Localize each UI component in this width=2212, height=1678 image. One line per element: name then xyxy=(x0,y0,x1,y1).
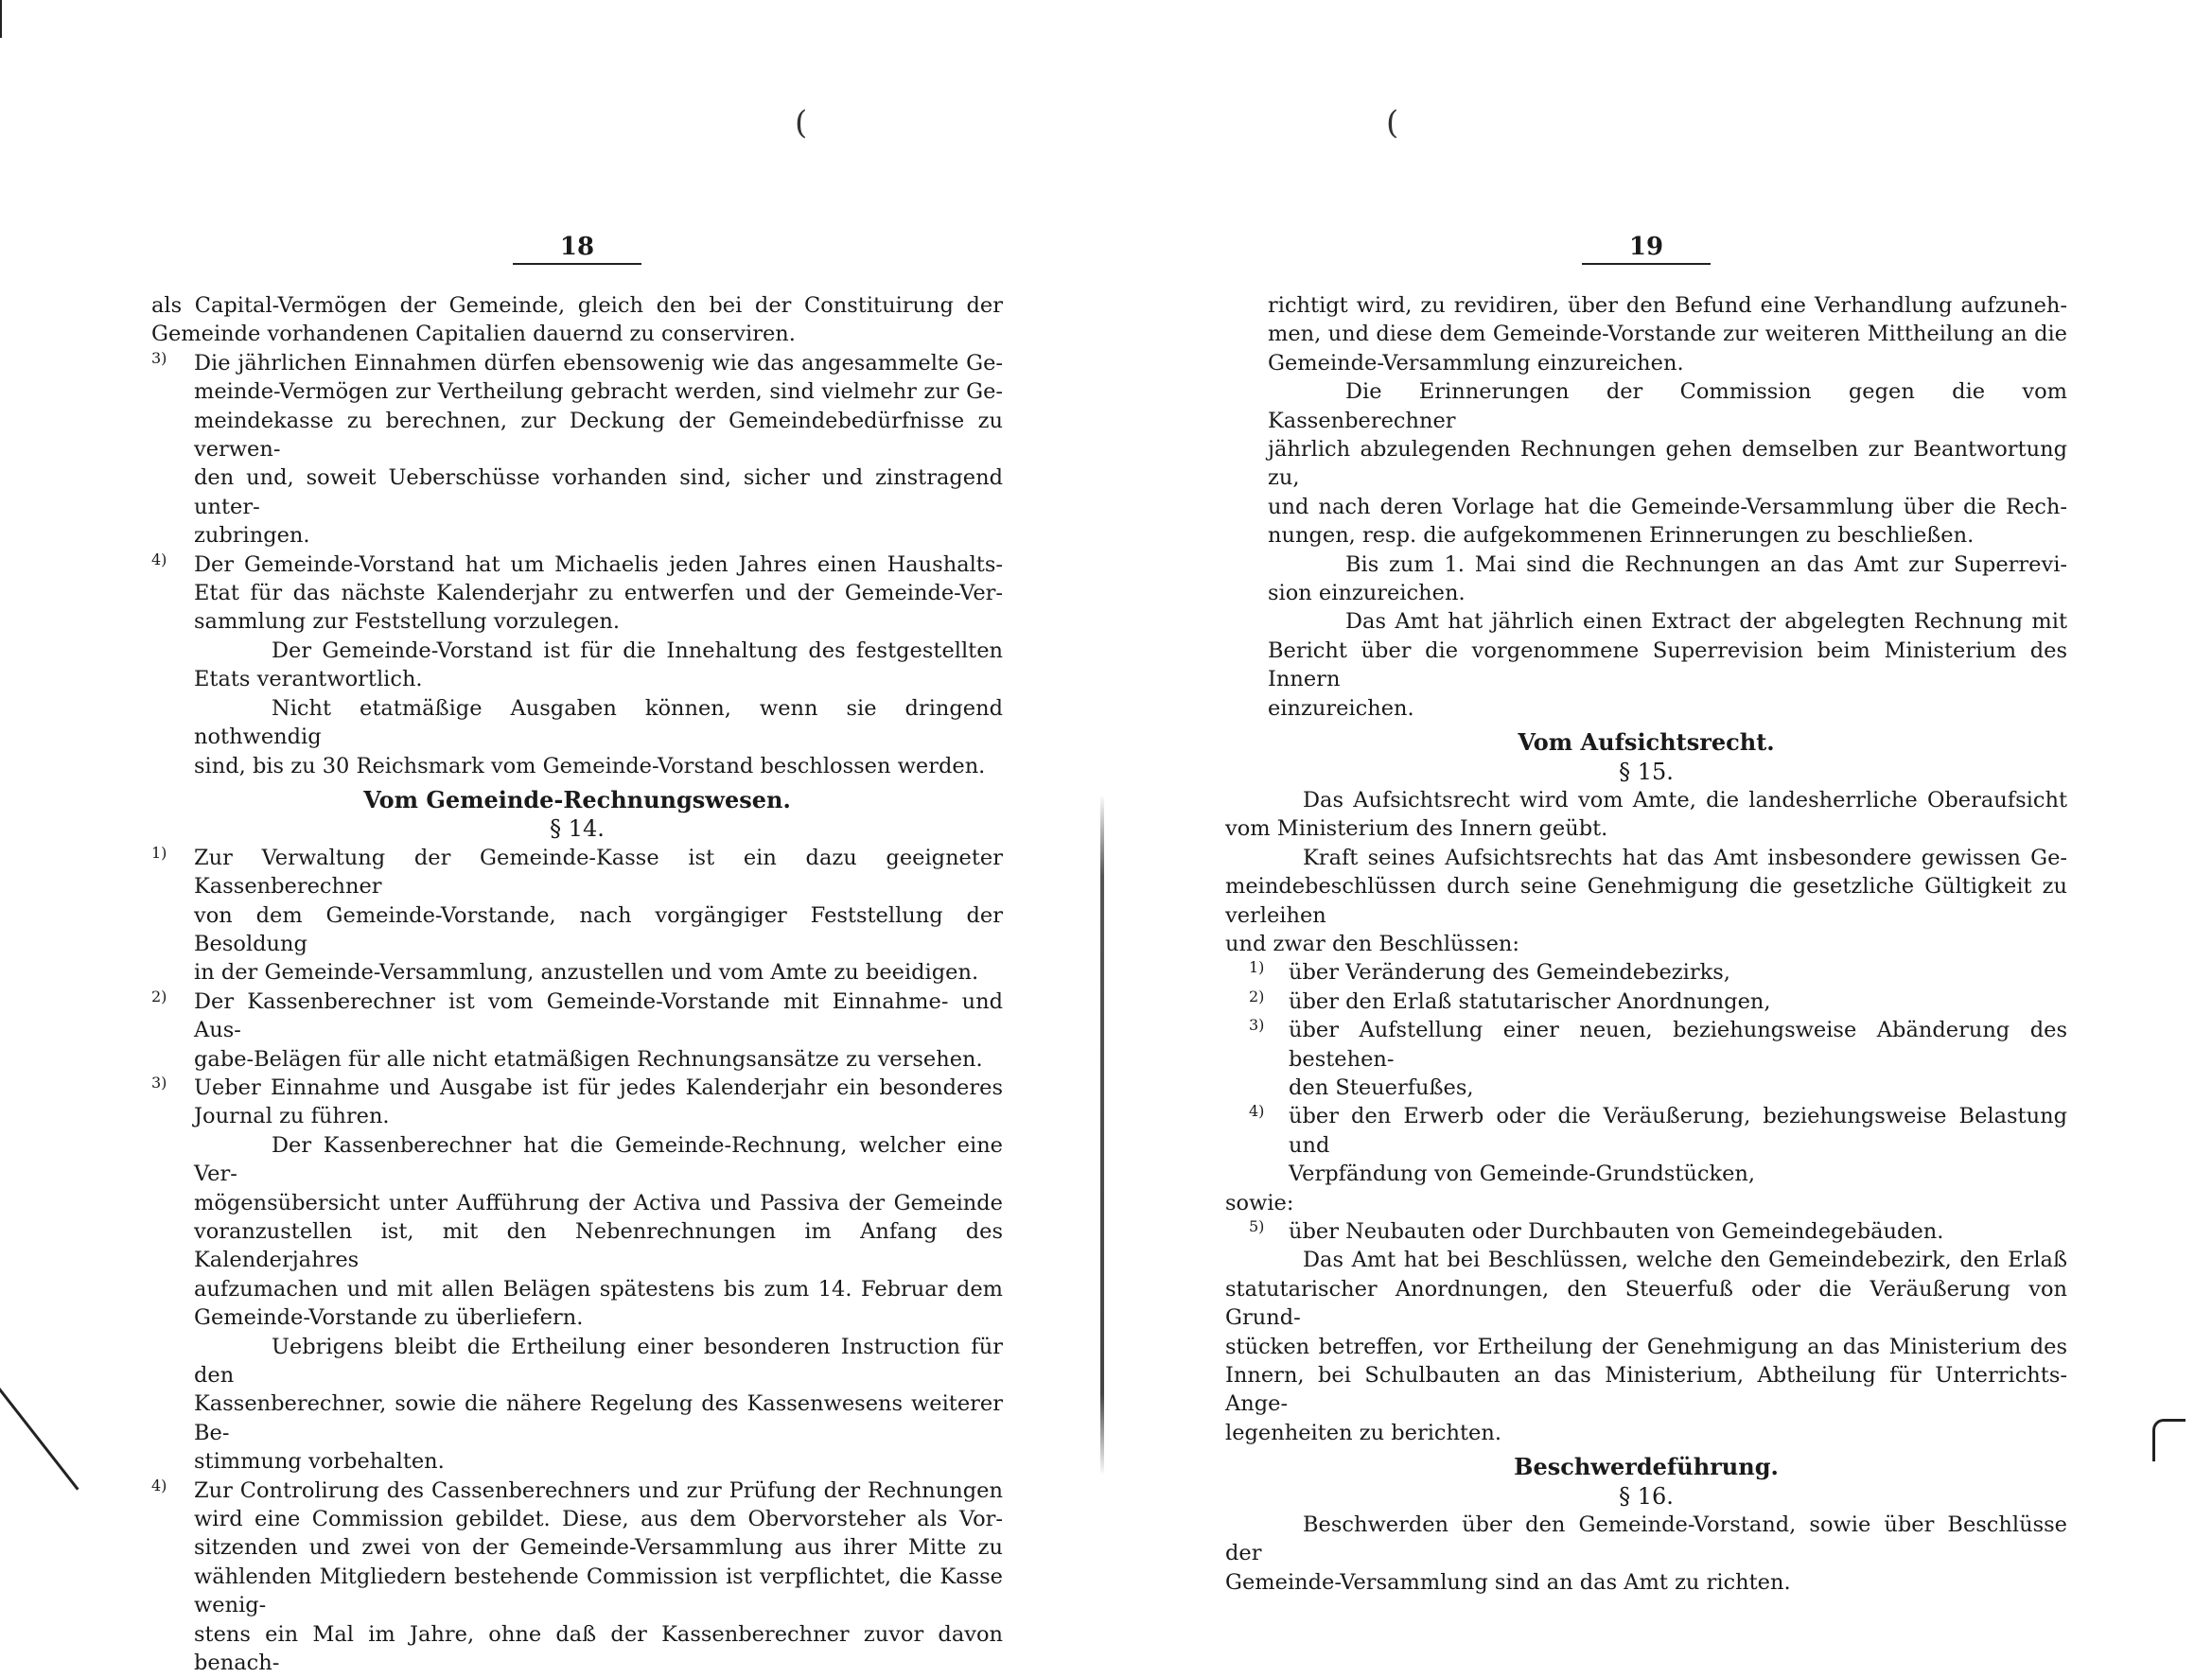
text-line: als Capital-Vermögen der Gemeinde, gleich den bei der Constituirung der xyxy=(151,293,1003,318)
page-number: 18 xyxy=(513,233,641,265)
scan-edge-mark xyxy=(0,0,2,38)
text-line: sitzenden und zwei von der Gemeinde-Versammlung aus ihrer Mitte zu xyxy=(194,1535,1003,1561)
paragraph-number: 4) xyxy=(151,550,167,568)
text-line: mögensübersicht unter Aufführung der Activa und Passiva der Gemeinde xyxy=(194,1190,1003,1215)
page-body xyxy=(1225,291,2067,1597)
text-line: wird eine Commission gebildet. Diese, aus dem Obervorsteher als Vor- xyxy=(194,1507,1003,1532)
text-line: meindebeschlüssen durch seine Genehmigung die gesetzliche Gültigkeit zu verleihen xyxy=(1225,874,2067,928)
text-line: Zur Controlirung des Cassenberechners und zur Prüfung der Rechnungen xyxy=(194,1477,1003,1503)
text-line: Die jährlichen Einnahmen dürfen ebensowenig wie das angesammelte Ge- xyxy=(194,350,1003,376)
text-line: über Veränderung des Gemeindebezirks, xyxy=(1289,960,1730,986)
text-line: über Aufstellung einer neuen, beziehungsweise Abänderung des bestehen- xyxy=(1289,1018,2067,1072)
paragraph xyxy=(151,637,1003,694)
text-line: Beschwerden über den Gemeinde-Vorstand, sowie über Beschlüsse der xyxy=(1225,1512,2067,1566)
text-line: den Steuerfußes, xyxy=(1289,1075,1474,1100)
text-line: richtigt wird, zu revidiren, über den Befund eine Verhandlung aufzuneh- xyxy=(1268,293,2067,318)
text-line: Uebrigens bleibt die Ertheilung einer besonderen Instruction für den xyxy=(194,1334,1003,1389)
text-line: meindekasse zu berechnen, zur Deckung der Gemeindebedürfnisse zu verwen- xyxy=(194,408,1003,463)
clause-number: 5) xyxy=(1249,1217,1265,1235)
text-line: jährlich abzulegenden Rechnungen gehen demselben zur Beantwortung zu, xyxy=(1268,437,2067,491)
paragraph xyxy=(1225,607,2067,723)
text-line: sowie: xyxy=(1225,1190,1294,1215)
text-line: Verpfändung von Gemeinde-Grundstücken, xyxy=(1289,1162,1756,1187)
page-number: 19 xyxy=(1582,233,1711,265)
paragraph xyxy=(1225,1246,2067,1447)
numbered-clause xyxy=(1249,958,2067,987)
text-line: gabe-Belägen für alle nicht etatmäßigen Rechnungsansätze zu versehen. xyxy=(194,1046,983,1072)
text-line: von dem Gemeinde-Vorstande, nach vorgängiger Feststellung der Besoldung xyxy=(194,902,1003,956)
text-line: vom Ministerium des Innern geübt. xyxy=(1225,816,1608,842)
text-line: nungen, resp. die aufgekommenen Erinnerungen zu beschließen. xyxy=(1268,523,1975,549)
text-line: über den Erlaß statutarischer Anordnungen, xyxy=(1289,988,1771,1014)
text-line: den und, soweit Ueberschüsse vorhanden sind, sicher und zinstragend unter- xyxy=(194,465,1003,519)
clause-number: 1) xyxy=(1249,958,1265,977)
text-line: Das Amt hat jährlich einen Extract der abgelegten Rechnung mit xyxy=(1345,609,2067,635)
text-line: Ueber Einnahme und Ausgabe ist für jedes Kalenderjahr ein besonderes xyxy=(194,1075,1003,1100)
text-line: legenheiten zu berichten. xyxy=(1225,1420,1501,1445)
paragraph xyxy=(1225,291,2067,377)
text-line: wählenden Mitgliedern bestehende Commission ist verpflichtet, die Kasse wenig- xyxy=(194,1564,1003,1618)
text-line: Der Gemeinde-Vorstand hat um Michaelis jeden Jahres einen Haushalts- xyxy=(194,551,1003,577)
section-heading: Beschwerdeführung. xyxy=(1514,1453,1779,1481)
paragraph-number: 1) xyxy=(151,843,167,862)
text-line: stimmung vorbehalten. xyxy=(194,1449,445,1475)
numbered-clause xyxy=(1249,1016,2067,1102)
text-line: sion einzureichen. xyxy=(1268,581,1466,606)
section-number: § 16. xyxy=(1619,1482,1674,1510)
text-line: Gemeinde-Versammlung einzureichen. xyxy=(1268,350,1684,376)
text-line: statutarischer Anordnungen, den Steuerfuß oder die Veräußerung von Grund- xyxy=(1225,1276,2067,1331)
paragraph-number: 3) xyxy=(151,348,167,367)
text-line: über den Erwerb oder die Veräußerung, beziehungsweise Belastung und xyxy=(1289,1104,2067,1158)
paragraph xyxy=(151,1131,1003,1333)
text-line: aufzumachen und mit allen Belägen spätestens bis zum 14. Februar dem xyxy=(194,1276,1003,1302)
clause-number: 4) xyxy=(1249,1102,1265,1121)
paragraph xyxy=(1225,1189,2067,1217)
text-line: Der Gemeinde-Vorstand ist für die Innehaltung des festgestellten xyxy=(272,638,1003,663)
numbered-paragraph xyxy=(151,988,1003,1074)
text-line: Der Kassenberechner hat die Gemeinde-Rechnung, welcher eine Ver- xyxy=(194,1132,1003,1187)
paragraph xyxy=(1225,844,2067,959)
paragraph xyxy=(1225,786,2067,844)
text-line: Kassenberechner, sowie die nähere Regelung des Kassenwesens weiterer Be- xyxy=(194,1391,1003,1445)
text-line: meinde-Vermögen zur Vertheilung gebracht werden, sind vielmehr zur Ge- xyxy=(194,379,1003,405)
numbered-paragraph xyxy=(151,349,1003,551)
numbered-paragraph xyxy=(151,551,1003,637)
text-line: Etat für das nächste Kalenderjahr zu entwerfen und der Gemeinde-Ver- xyxy=(194,581,1003,606)
section-number: § 14. xyxy=(550,815,605,843)
clause-number: 2) xyxy=(1249,987,1265,1005)
paragraph xyxy=(151,1333,1003,1477)
page-body xyxy=(151,291,1003,1678)
paragraph xyxy=(1225,551,2067,608)
text-line: Gemeinde vorhandenen Capitalien dauernd zu conserviren. xyxy=(151,322,796,347)
section-heading: Vom Gemeinde-Rechnungswesen. xyxy=(363,785,791,813)
numbered-paragraph xyxy=(151,1074,1003,1131)
corner-bracket-mark xyxy=(2152,1419,2186,1461)
paragraph-number: 2) xyxy=(151,987,167,1005)
text-line: Bericht über die vorgenommene Superrevision beim Ministerium des Innern xyxy=(1268,638,2067,692)
numbered-clause xyxy=(1249,1217,2067,1246)
book-binding-gutter xyxy=(1100,795,1104,1476)
paragraph xyxy=(1225,1511,2067,1597)
text-line: Das Amt hat bei Beschlüssen, welche den Gemeindebezirk, den Erlaß xyxy=(1303,1248,2067,1273)
text-line: in der Gemeinde-Versammlung, anzustellen und vom Amte zu beeidigen. xyxy=(194,960,979,986)
text-line: Die Erinnerungen der Commission gegen die vom Kassenberechner xyxy=(1268,379,2067,433)
margin-stroke-mark xyxy=(0,1377,79,1491)
section-number: § 15. xyxy=(1619,758,1674,785)
text-line: Das Aufsichtsrecht wird vom Amte, die landesherrliche Oberaufsicht xyxy=(1303,787,2067,813)
numbered-paragraph xyxy=(151,1477,1003,1678)
text-line: Innern, bei Schulbauten an das Ministerium, Abtheilung für Unterrichts-Ange- xyxy=(1225,1363,2067,1417)
text-line: Gemeinde-Versammlung sind an das Amt zu richten. xyxy=(1225,1569,1791,1595)
text-line: über Neubauten oder Durchbauten von Gemeindegebäuden. xyxy=(1289,1219,1944,1244)
left-page xyxy=(151,0,1003,1676)
text-line: Gemeinde-Vorstande zu überliefern. xyxy=(194,1305,584,1331)
clause-number: 3) xyxy=(1249,1016,1265,1035)
numbered-paragraph xyxy=(151,844,1003,988)
right-page xyxy=(1225,0,2067,1608)
paragraph xyxy=(1225,377,2067,550)
top-parenthesis-mark: ( xyxy=(1386,104,1399,142)
text-line: stens ein Mal im Jahre, ohne daß der Kassenberechner zuvor davon benach- xyxy=(194,1621,1003,1676)
text-line: men, und diese dem Gemeinde-Vorstande zur weiteren Mittheilung an die xyxy=(1268,322,2067,347)
text-line: Bis zum 1. Mai sind die Rechnungen an das Amt zur Superrevi- xyxy=(1345,551,2067,577)
text-line: zubringen. xyxy=(194,523,310,549)
text-line: Nicht etatmäßige Ausgaben können, wenn sie dringend nothwendig xyxy=(194,695,1003,750)
paragraph xyxy=(151,694,1003,780)
text-line: und zwar den Beschlüssen: xyxy=(1225,931,1519,956)
text-line: einzureichen. xyxy=(1268,695,1414,721)
text-line: und nach deren Vorlage hat die Gemeinde-Versammlung über die Rech- xyxy=(1268,494,2067,519)
section-heading: Vom Aufsichtsrecht. xyxy=(1518,728,1775,757)
top-parenthesis-mark: ( xyxy=(795,104,808,142)
text-line: Journal zu führen. xyxy=(194,1104,390,1129)
text-line: Der Kassenberechner ist vom Gemeinde-Vorstande mit Einnahme- und Aus- xyxy=(194,988,1003,1043)
paragraph-number: 4) xyxy=(151,1476,167,1494)
text-line: Kraft seines Aufsichtsrechts hat das Amt insbesondere gewissen Ge- xyxy=(1303,845,2067,870)
text-line: voranzustellen ist, mit den Nebenrechnungen im Anfang des Kalenderjahres xyxy=(194,1219,1003,1273)
text-line: sammlung zur Feststellung vorzulegen. xyxy=(194,609,620,635)
text-line: sind, bis zu 30 Reichsmark vom Gemeinde-Vorstand beschlossen werden. xyxy=(194,753,986,778)
text-line: Etats verantwortlich. xyxy=(194,667,423,692)
paragraph-number: 3) xyxy=(151,1073,167,1092)
numbered-clause xyxy=(1249,988,2067,1016)
text-line: stücken betreffen, vor Ertheilung der Genehmigung an das Ministerium des xyxy=(1225,1334,2067,1359)
numbered-clause xyxy=(1249,1102,2067,1188)
text-line: Zur Verwaltung der Gemeinde-Kasse ist ein dazu geeigneter Kassenberechner xyxy=(194,845,1003,900)
